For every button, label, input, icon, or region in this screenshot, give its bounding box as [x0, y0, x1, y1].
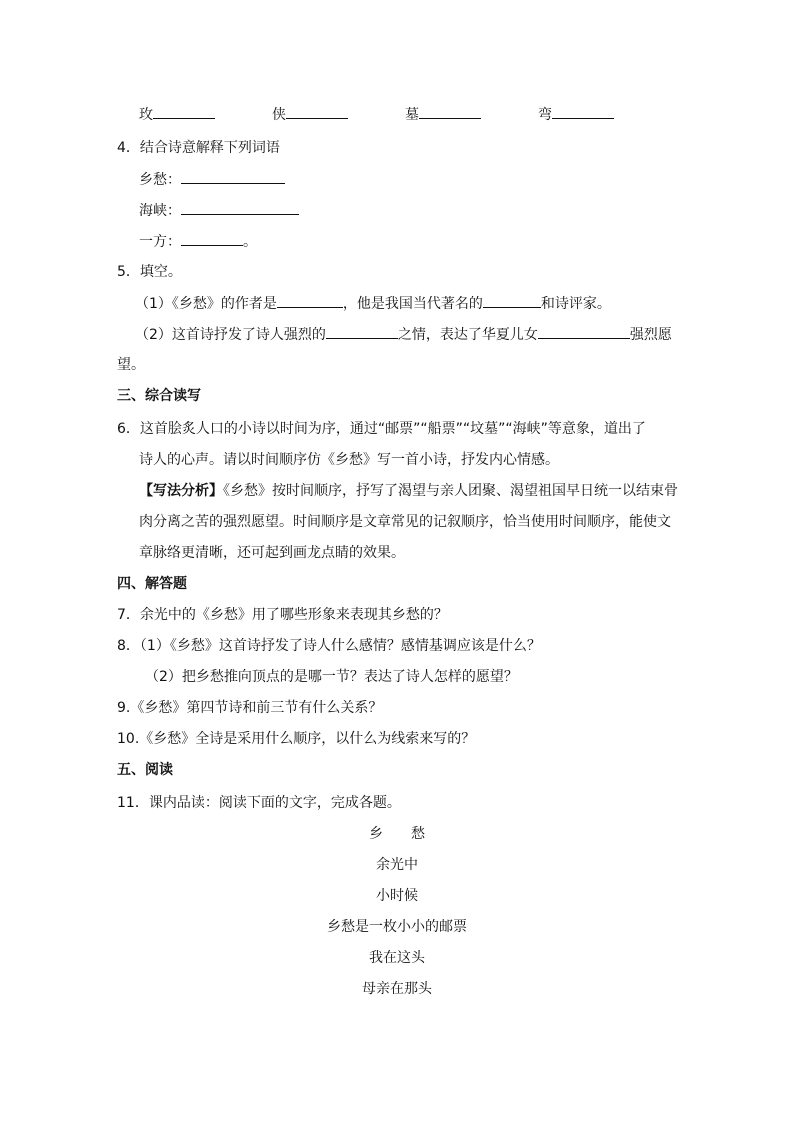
q5-text: （1）《乡愁》的作者是 [135, 296, 277, 312]
period: 。 [243, 234, 257, 250]
q11: 11．课内品读：阅读下面的文字，完成各题。 [117, 795, 401, 811]
char-blank-4 [538, 104, 614, 125]
q5-line-2 [135, 324, 672, 345]
q6-text: 《乡愁》按时间顺序，抒写了渴望与亲人团聚、渴望祖国早日统一以结束骨 [223, 483, 678, 499]
answer-blank[interactable] [277, 293, 343, 308]
char-blank-1 [139, 104, 215, 125]
poem-line-2: 乡愁是一枚小小的邮票 [327, 919, 467, 935]
q5-text: 和诗评家。 [540, 296, 611, 312]
poem-title: 乡 愁 [369, 826, 425, 842]
q6-line-1: 6．这首脍炙人口的小诗以时间为序，通过“邮票”“船票”“坟墓”“海峡”等意象，道出了 [117, 421, 646, 437]
q6-line-4: 肉分离之苦的强烈愿望。时间顺序是文章常见的记叙顺序，恰当使用时间顺序，能使文 [139, 514, 671, 530]
q8-line-1: 8．（1）《乡愁》这首诗抒发了诗人什么感情？感情基调应该是什么？ [117, 638, 541, 654]
q5-text: ，他是我国当代著名的 [342, 296, 483, 312]
char-blank-3 [405, 104, 481, 125]
q9: 9.《乡愁》第四节诗和前三节有什么关系？ [117, 700, 383, 716]
section-heading-4: 四、解答题 [117, 576, 187, 592]
poem-line-3: 我在这头 [369, 950, 425, 966]
char-blank-2 [272, 104, 348, 125]
section-heading-3: 三、综合读写 [117, 388, 201, 404]
poem-line-1: 小时候 [376, 888, 418, 904]
term-label: 一方： [139, 234, 181, 250]
answer-blank[interactable] [181, 169, 285, 184]
q5-line-1 [135, 293, 611, 314]
section-heading-5: 五、阅读 [117, 762, 173, 778]
answer-blank[interactable] [153, 104, 215, 119]
answer-blank[interactable] [419, 104, 481, 119]
analysis-label: 【写法分析】 [139, 483, 223, 499]
answer-blank[interactable] [552, 104, 614, 119]
q4-item-2 [139, 200, 299, 221]
answer-blank[interactable] [181, 200, 299, 215]
q5-text: （2）这首诗抒发了诗人强烈的 [135, 327, 326, 343]
answer-blank[interactable] [181, 231, 243, 246]
q5-text: 之情，表达了华夏儿女 [397, 327, 538, 343]
term-label: 乡愁： [139, 172, 181, 188]
q5-text: 强烈愿 [629, 327, 672, 343]
term-label: 海峡： [139, 203, 181, 219]
q4-item-3 [139, 231, 257, 252]
char-label: 墓 [405, 107, 419, 123]
q4-title: 4．结合诗意解释下列词语 [117, 140, 280, 156]
poem-author: 余光中 [376, 857, 418, 873]
answer-blank[interactable] [286, 104, 348, 119]
q8-line-2: （2）把乡愁推向顶点的是哪一节？表达了诗人怎样的愿望？ [145, 669, 518, 685]
char-label: 侠 [272, 107, 286, 123]
q6-line-3 [139, 481, 678, 501]
q4-item-1 [139, 169, 285, 190]
answer-blank[interactable] [538, 324, 630, 339]
char-label: 玫 [139, 107, 153, 123]
answer-blank[interactable] [326, 324, 398, 339]
q6-line-2: 诗人的心声。请以时间顺序仿《乡愁》写一首小诗，抒发内心情感。 [139, 452, 559, 468]
q6-line-5: 章脉络更清晰，还可起到画龙点睛的效果。 [139, 545, 405, 561]
q7: 7．余光中的《乡愁》用了哪些形象来表现其乡愁的？ [117, 607, 448, 623]
q5-title: 5．填空。 [117, 264, 182, 280]
q10: 10.《乡愁》全诗是采用什么顺序，以什么为线索来写的？ [117, 731, 476, 747]
answer-blank[interactable] [483, 293, 541, 308]
q5-line-3: 望。 [117, 357, 145, 373]
poem-line-4: 母亲在那头 [362, 981, 432, 997]
char-label: 弯 [538, 107, 552, 123]
